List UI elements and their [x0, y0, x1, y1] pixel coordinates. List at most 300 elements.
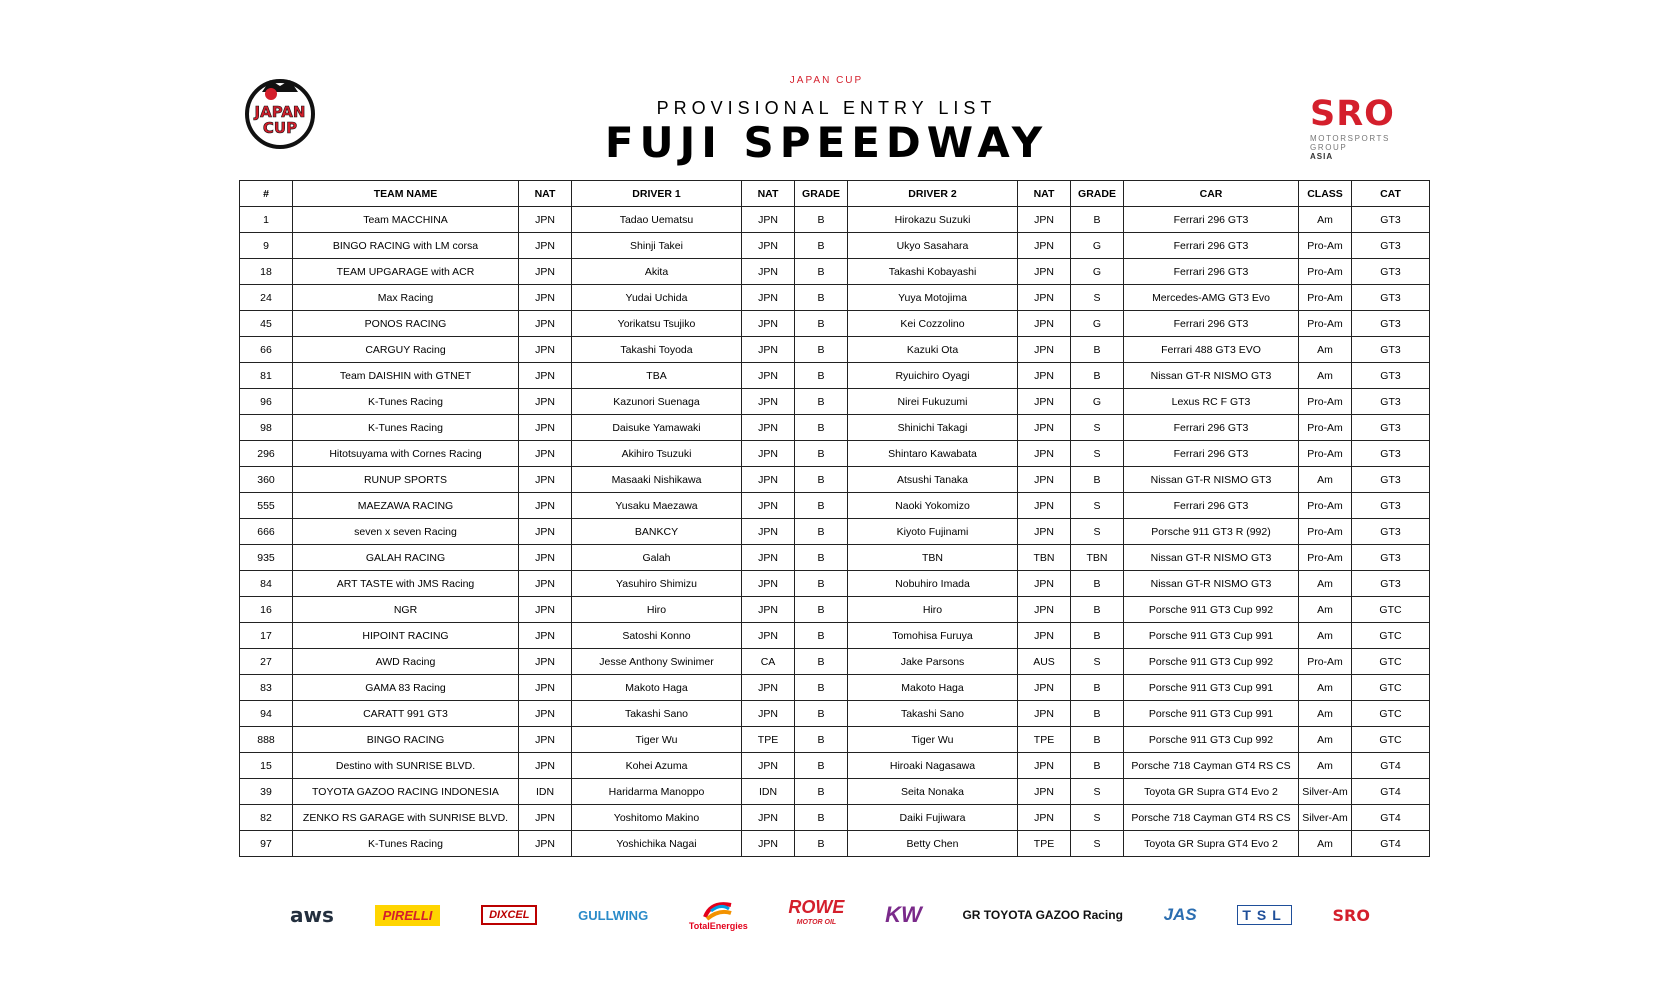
cell-driver-2-grade: B — [1071, 571, 1124, 597]
cell-driver-1-grade: B — [795, 649, 848, 675]
table-row — [240, 649, 1430, 675]
cell-category: GT4 — [1352, 753, 1430, 779]
table-row — [240, 311, 1430, 337]
cell-driver-1-grade: B — [795, 259, 848, 285]
rowe-logo-text: ROWE — [788, 897, 845, 917]
cell-team-nat: JPN — [519, 311, 572, 337]
table-row — [240, 493, 1430, 519]
cell-driver-1: Kohei Azuma — [572, 753, 742, 779]
cell-driver-1: Hiro — [572, 597, 742, 623]
cell-number: 39 — [240, 779, 293, 805]
cell-driver-2-grade: G — [1071, 311, 1124, 337]
event-tag: JAPAN CUP — [789, 75, 864, 86]
cell-driver-1: Daisuke Yamawaki — [572, 415, 742, 441]
cell-car: Porsche 911 GT3 Cup 992 — [1124, 649, 1299, 675]
cell-team-name: TOYOTA GAZOO RACING INDONESIA — [293, 779, 519, 805]
cell-class: Pro-Am — [1299, 441, 1352, 467]
cell-driver-2: Shinichi Takagi — [848, 415, 1018, 441]
cell-team-nat: JPN — [519, 441, 572, 467]
cell-team-nat: JPN — [519, 727, 572, 753]
cell-driver-2-grade: S — [1071, 649, 1124, 675]
cell-team-name: GAMA 83 Racing — [293, 675, 519, 701]
cell-driver-2-grade: G — [1071, 259, 1124, 285]
cell-driver-2-grade: S — [1071, 285, 1124, 311]
cell-driver-1-nat: JPN — [742, 805, 795, 831]
cell-driver-1-grade: B — [795, 363, 848, 389]
cell-car: Ferrari 296 GT3 — [1124, 493, 1299, 519]
document-subtitle: PROVISIONAL ENTRY LIST — [656, 98, 997, 118]
table-row — [240, 467, 1430, 493]
cell-team-name: Team MACCHINA — [293, 207, 519, 233]
cell-class: Am — [1299, 597, 1352, 623]
cell-team-name: RUNUP SPORTS — [293, 467, 519, 493]
cell-team-name: Team DAISHIN with GTNET — [293, 363, 519, 389]
cell-car: Porsche 911 GT3 R (992) — [1124, 519, 1299, 545]
cell-number: 84 — [240, 571, 293, 597]
cell-driver-2: Betty Chen — [848, 831, 1018, 857]
table-row — [240, 805, 1430, 831]
cell-driver-2-nat: JPN — [1018, 519, 1071, 545]
cell-class: Am — [1299, 207, 1352, 233]
cell-category: GT4 — [1352, 831, 1430, 857]
cell-driver-1: Takashi Sano — [572, 701, 742, 727]
cell-driver-2: Hiroaki Nagasawa — [848, 753, 1018, 779]
cell-category: GT3 — [1352, 571, 1430, 597]
cell-team-nat: JPN — [519, 467, 572, 493]
cell-team-nat: JPN — [519, 597, 572, 623]
cell-driver-2-nat: JPN — [1018, 311, 1071, 337]
aws-logo — [290, 897, 334, 933]
cell-class: Am — [1299, 701, 1352, 727]
cell-driver-1: BANKCY — [572, 519, 742, 545]
cell-driver-2-nat: JPN — [1018, 675, 1071, 701]
aws-logo-text: aws — [290, 903, 334, 927]
cell-driver-1-grade: B — [795, 519, 848, 545]
cell-number: 83 — [240, 675, 293, 701]
cell-driver-1: Yorikatsu Tsujiko — [572, 311, 742, 337]
cell-team-nat: JPN — [519, 207, 572, 233]
entry-list-table — [239, 180, 1430, 857]
column-header-car: CAR — [1124, 181, 1299, 207]
cell-driver-2-nat: AUS — [1018, 649, 1071, 675]
cell-driver-1-nat: JPN — [742, 207, 795, 233]
cell-team-name: HIPOINT RACING — [293, 623, 519, 649]
cell-driver-2-grade: B — [1071, 337, 1124, 363]
cell-driver-1-grade: B — [795, 415, 848, 441]
document-header — [440, 74, 1213, 166]
cell-car: Porsche 718 Cayman GT4 RS CS — [1124, 805, 1299, 831]
cell-number: 17 — [240, 623, 293, 649]
cell-driver-1-nat: TPE — [742, 727, 795, 753]
cell-class: Pro-Am — [1299, 545, 1352, 571]
cell-category: GT3 — [1352, 337, 1430, 363]
cell-driver-2-grade: B — [1071, 623, 1124, 649]
cell-number: 27 — [240, 649, 293, 675]
column-header-team-nat: NAT — [519, 181, 572, 207]
cell-class: Am — [1299, 571, 1352, 597]
cell-category: GTC — [1352, 727, 1430, 753]
cell-driver-1-grade: B — [795, 337, 848, 363]
cell-class: Am — [1299, 623, 1352, 649]
cell-driver-2: TBN — [848, 545, 1018, 571]
column-header-driver-2: DRIVER 2 — [848, 181, 1018, 207]
table-row — [240, 389, 1430, 415]
column-header-number: # — [240, 181, 293, 207]
cell-class: Am — [1299, 467, 1352, 493]
cell-class: Am — [1299, 727, 1352, 753]
cell-class: Pro-Am — [1299, 259, 1352, 285]
cell-driver-1-grade: B — [795, 207, 848, 233]
cell-category: GTC — [1352, 649, 1430, 675]
totalenergies-logo — [689, 897, 748, 933]
cell-driver-2-grade: B — [1071, 727, 1124, 753]
cell-driver-2-grade: S — [1071, 519, 1124, 545]
cell-number: 888 — [240, 727, 293, 753]
jas-logo-text: JAS — [1163, 905, 1197, 924]
cell-driver-2-nat: JPN — [1018, 441, 1071, 467]
cell-driver-1-grade: B — [795, 285, 848, 311]
cell-category: GT3 — [1352, 441, 1430, 467]
cell-car: Porsche 911 GT3 Cup 991 — [1124, 623, 1299, 649]
cell-driver-1-grade: B — [795, 493, 848, 519]
cell-team-nat: JPN — [519, 623, 572, 649]
cell-category: GTC — [1352, 597, 1430, 623]
cell-driver-2-grade: B — [1071, 675, 1124, 701]
cell-team-nat: JPN — [519, 805, 572, 831]
cell-team-nat: JPN — [519, 233, 572, 259]
kw-logo — [885, 897, 922, 933]
cell-driver-1-nat: JPN — [742, 701, 795, 727]
cell-driver-2: Jake Parsons — [848, 649, 1018, 675]
cell-driver-1-grade: B — [795, 441, 848, 467]
cell-driver-2-nat: TPE — [1018, 727, 1071, 753]
column-header-driver-2-grade: GRADE — [1071, 181, 1124, 207]
cell-driver-1-nat: JPN — [742, 519, 795, 545]
cell-driver-2-nat: JPN — [1018, 701, 1071, 727]
cell-car: Porsche 911 GT3 Cup 992 — [1124, 727, 1299, 753]
cell-number: 360 — [240, 467, 293, 493]
cell-driver-1-grade: B — [795, 701, 848, 727]
cell-driver-2-nat: JPN — [1018, 285, 1071, 311]
cell-category: GT3 — [1352, 493, 1430, 519]
cell-driver-1: Haridarma Manoppo — [572, 779, 742, 805]
cell-car: Nissan GT-R NISMO GT3 — [1124, 571, 1299, 597]
cell-driver-1-grade: B — [795, 779, 848, 805]
cell-driver-2: Seita Nonaka — [848, 779, 1018, 805]
cell-class: Am — [1299, 363, 1352, 389]
cell-category: GTC — [1352, 675, 1430, 701]
cell-car: Ferrari 296 GT3 — [1124, 207, 1299, 233]
cell-driver-1: Akihiro Tsuzuki — [572, 441, 742, 467]
cell-driver-2-grade: S — [1071, 415, 1124, 441]
cell-car: Ferrari 296 GT3 — [1124, 415, 1299, 441]
cell-car: Nissan GT-R NISMO GT3 — [1124, 545, 1299, 571]
cell-class: Pro-Am — [1299, 311, 1352, 337]
cell-driver-1-grade: B — [795, 623, 848, 649]
cell-driver-2-nat: JPN — [1018, 753, 1071, 779]
table-row — [240, 285, 1430, 311]
dixcel-logo — [481, 897, 537, 933]
table-row — [240, 753, 1430, 779]
cell-number: 82 — [240, 805, 293, 831]
cell-number: 24 — [240, 285, 293, 311]
cell-driver-2: Tiger Wu — [848, 727, 1018, 753]
cell-category: GT3 — [1352, 415, 1430, 441]
cell-driver-2-nat: JPN — [1018, 259, 1071, 285]
cell-driver-2: Yuya Motojima — [848, 285, 1018, 311]
cell-team-nat: JPN — [519, 363, 572, 389]
cell-team-nat: JPN — [519, 571, 572, 597]
cell-driver-1-nat: JPN — [742, 623, 795, 649]
cell-number: 9 — [240, 233, 293, 259]
table-row — [240, 597, 1430, 623]
sro-small-logo-text: SRO — [1332, 905, 1370, 925]
cell-driver-2-nat: JPN — [1018, 233, 1071, 259]
cell-driver-2-grade: G — [1071, 389, 1124, 415]
cell-driver-1-nat: JPN — [742, 415, 795, 441]
cell-driver-1: Yoshitomo Makino — [572, 805, 742, 831]
cell-driver-2: Ukyo Sasahara — [848, 233, 1018, 259]
cell-driver-1: Tiger Wu — [572, 727, 742, 753]
cell-category: GT3 — [1352, 545, 1430, 571]
gullwing-logo-text: GULLWING — [578, 907, 649, 923]
svg-text:JAPAN: JAPAN — [254, 103, 306, 121]
cell-team-nat: JPN — [519, 285, 572, 311]
cell-driver-2-grade: B — [1071, 701, 1124, 727]
cell-number: 97 — [240, 831, 293, 857]
sro-small-logo — [1333, 897, 1370, 933]
cell-car: Porsche 911 GT3 Cup 992 — [1124, 597, 1299, 623]
cell-class: Pro-Am — [1299, 285, 1352, 311]
cell-driver-1-nat: JPN — [742, 831, 795, 857]
cell-driver-2: Kiyoto Fujinami — [848, 519, 1018, 545]
cell-driver-1: Yasuhiro Shimizu — [572, 571, 742, 597]
cell-driver-1-grade: B — [795, 805, 848, 831]
cell-driver-1: Makoto Haga — [572, 675, 742, 701]
jas-logo — [1164, 897, 1197, 933]
cell-driver-2-nat: JPN — [1018, 805, 1071, 831]
cell-driver-2-nat: JPN — [1018, 207, 1071, 233]
table-row — [240, 337, 1430, 363]
cell-team-name: K-Tunes Racing — [293, 415, 519, 441]
cell-driver-2: Makoto Haga — [848, 675, 1018, 701]
cell-driver-1-nat: JPN — [742, 493, 795, 519]
cell-category: GT3 — [1352, 389, 1430, 415]
gullwing-logo — [578, 897, 648, 933]
cell-number: 666 — [240, 519, 293, 545]
cell-car: Porsche 718 Cayman GT4 RS CS — [1124, 753, 1299, 779]
table-row — [240, 441, 1430, 467]
pirelli-logo-text: PIRELLI — [375, 905, 441, 926]
cell-driver-2: Shintaro Kawabata — [848, 441, 1018, 467]
cell-number: 555 — [240, 493, 293, 519]
toyota-gazoo-logo — [962, 897, 1122, 933]
table-body — [240, 207, 1430, 857]
cell-car: Toyota GR Supra GT4 Evo 2 — [1124, 831, 1299, 857]
cell-driver-1-nat: JPN — [742, 753, 795, 779]
cell-driver-1-nat: JPN — [742, 363, 795, 389]
cell-driver-2: Takashi Kobayashi — [848, 259, 1018, 285]
cell-driver-1: Galah — [572, 545, 742, 571]
table-row — [240, 623, 1430, 649]
cell-team-name: CARGUY Racing — [293, 337, 519, 363]
cell-team-name: Destino with SUNRISE BLVD. — [293, 753, 519, 779]
table-row — [240, 415, 1430, 441]
column-header-category: CAT — [1352, 181, 1430, 207]
cell-driver-1-nat: JPN — [742, 233, 795, 259]
cell-driver-2-grade: B — [1071, 467, 1124, 493]
cell-driver-2-nat: JPN — [1018, 779, 1071, 805]
cell-team-name: K-Tunes Racing — [293, 831, 519, 857]
cell-number: 1 — [240, 207, 293, 233]
cell-driver-1: Jesse Anthony Swinimer — [572, 649, 742, 675]
cell-driver-2-nat: TBN — [1018, 545, 1071, 571]
cell-team-nat: JPN — [519, 545, 572, 571]
cell-driver-1-nat: JPN — [742, 441, 795, 467]
sponsor-strip — [290, 895, 1370, 935]
cell-team-name: CARATT 991 GT3 — [293, 701, 519, 727]
cell-driver-2: Hirokazu Suzuki — [848, 207, 1018, 233]
cell-number: 15 — [240, 753, 293, 779]
cell-team-name: PONOS RACING — [293, 311, 519, 337]
svg-text:CUP: CUP — [262, 119, 298, 137]
cell-class: Pro-Am — [1299, 649, 1352, 675]
cell-category: GT3 — [1352, 311, 1430, 337]
cell-number: 66 — [240, 337, 293, 363]
cell-category: GT3 — [1352, 519, 1430, 545]
cell-driver-1-grade: B — [795, 571, 848, 597]
cell-category: GT4 — [1352, 805, 1430, 831]
cell-driver-1-grade: B — [795, 233, 848, 259]
cell-car: Lexus RC F GT3 — [1124, 389, 1299, 415]
cell-team-nat: JPN — [519, 415, 572, 441]
cell-category: GTC — [1352, 701, 1430, 727]
cell-driver-2-nat: JPN — [1018, 389, 1071, 415]
cell-driver-1-grade: B — [795, 831, 848, 857]
cell-team-nat: JPN — [519, 753, 572, 779]
cell-team-nat: JPN — [519, 493, 572, 519]
cell-category: GT3 — [1352, 259, 1430, 285]
cell-number: 94 — [240, 701, 293, 727]
cell-driver-2: Naoki Yokomizo — [848, 493, 1018, 519]
cell-team-name: K-Tunes Racing — [293, 389, 519, 415]
cell-driver-2: Nobuhiro Imada — [848, 571, 1018, 597]
cell-team-nat: JPN — [519, 519, 572, 545]
totalenergies-logo-text: TotalEnergies — [688, 921, 748, 931]
cell-team-name: BINGO RACING — [293, 727, 519, 753]
cell-car: Ferrari 296 GT3 — [1124, 311, 1299, 337]
cell-team-name: Max Racing — [293, 285, 519, 311]
cell-class: Am — [1299, 337, 1352, 363]
cell-car: Ferrari 296 GT3 — [1124, 441, 1299, 467]
cell-driver-2-grade: S — [1071, 831, 1124, 857]
table-row — [240, 519, 1430, 545]
cell-driver-1: Yudai Uchida — [572, 285, 742, 311]
cell-car: Porsche 911 GT3 Cup 991 — [1124, 675, 1299, 701]
cell-driver-1: Takashi Toyoda — [572, 337, 742, 363]
cell-driver-1: Yoshichika Nagai — [572, 831, 742, 857]
rowe-logo-subtext: MOTOR OIL — [796, 919, 837, 926]
cell-driver-1-nat: JPN — [742, 389, 795, 415]
table-row — [240, 779, 1430, 805]
cell-category: GT4 — [1352, 779, 1430, 805]
cell-class: Pro-Am — [1299, 493, 1352, 519]
cell-team-name: NGR — [293, 597, 519, 623]
column-header-driver-2-nat: NAT — [1018, 181, 1071, 207]
cell-number: 45 — [240, 311, 293, 337]
cell-category: GTC — [1352, 623, 1430, 649]
cell-class: Am — [1299, 675, 1352, 701]
cell-number: 18 — [240, 259, 293, 285]
cell-driver-2-grade: S — [1071, 493, 1124, 519]
cell-category: GT3 — [1352, 285, 1430, 311]
column-header-class: CLASS — [1299, 181, 1352, 207]
cell-category: GT3 — [1352, 207, 1430, 233]
cell-driver-1-grade: B — [795, 311, 848, 337]
cell-car: Ferrari 296 GT3 — [1124, 259, 1299, 285]
cell-category: GT3 — [1352, 233, 1430, 259]
cell-class: Am — [1299, 753, 1352, 779]
column-header-driver-1: DRIVER 1 — [572, 181, 742, 207]
cell-driver-2-nat: JPN — [1018, 493, 1071, 519]
kw-logo-text: KW — [885, 902, 922, 927]
sro-logo-subtext: MOTORSPORTS GROUP — [1310, 134, 1390, 152]
cell-driver-1-grade: B — [795, 727, 848, 753]
cell-number: 296 — [240, 441, 293, 467]
table-row — [240, 259, 1430, 285]
cell-driver-2-grade: B — [1071, 753, 1124, 779]
cell-car: Ferrari 296 GT3 — [1124, 233, 1299, 259]
cell-driver-2: Tomohisa Furuya — [848, 623, 1018, 649]
cell-team-name: AWD Racing — [293, 649, 519, 675]
cell-team-name: BINGO RACING with LM corsa — [293, 233, 519, 259]
cell-category: GT3 — [1352, 467, 1430, 493]
cell-driver-2: Kazuki Ota — [848, 337, 1018, 363]
cell-driver-1-grade: B — [795, 675, 848, 701]
cell-team-nat: JPN — [519, 675, 572, 701]
totalenergies-mark-icon — [701, 899, 735, 921]
japan-cup-logo — [240, 70, 320, 150]
cell-number: 98 — [240, 415, 293, 441]
cell-driver-2-grade: TBN — [1071, 545, 1124, 571]
cell-class: Pro-Am — [1299, 389, 1352, 415]
cell-team-name: seven x seven Racing — [293, 519, 519, 545]
cell-team-nat: IDN — [519, 779, 572, 805]
cell-driver-1: Kazunori Suenaga — [572, 389, 742, 415]
cell-driver-1-nat: JPN — [742, 597, 795, 623]
cell-class: Silver-Am — [1299, 805, 1352, 831]
cell-driver-2: Hiro — [848, 597, 1018, 623]
cell-driver-2: Ryuichiro Oyagi — [848, 363, 1018, 389]
rowe-logo — [788, 897, 844, 933]
cell-team-name: ZENKO RS GARAGE with SUNRISE BLVD. — [293, 805, 519, 831]
cell-driver-1-nat: JPN — [742, 545, 795, 571]
cell-driver-1-grade: B — [795, 597, 848, 623]
column-header-driver-1-grade: GRADE — [795, 181, 848, 207]
cell-driver-2-nat: JPN — [1018, 623, 1071, 649]
cell-team-nat: JPN — [519, 649, 572, 675]
cell-category: GT3 — [1352, 363, 1430, 389]
table-row — [240, 545, 1430, 571]
cell-car: Nissan GT-R NISMO GT3 — [1124, 363, 1299, 389]
cell-driver-1: Tadao Uematsu — [572, 207, 742, 233]
cell-number: 16 — [240, 597, 293, 623]
table-header-row — [240, 181, 1430, 207]
cell-driver-1-grade: B — [795, 389, 848, 415]
cell-team-name: Hitotsuyama with Cornes Racing — [293, 441, 519, 467]
document-title: FUJI SPEEDWAY — [604, 118, 1049, 167]
cell-number: 935 — [240, 545, 293, 571]
